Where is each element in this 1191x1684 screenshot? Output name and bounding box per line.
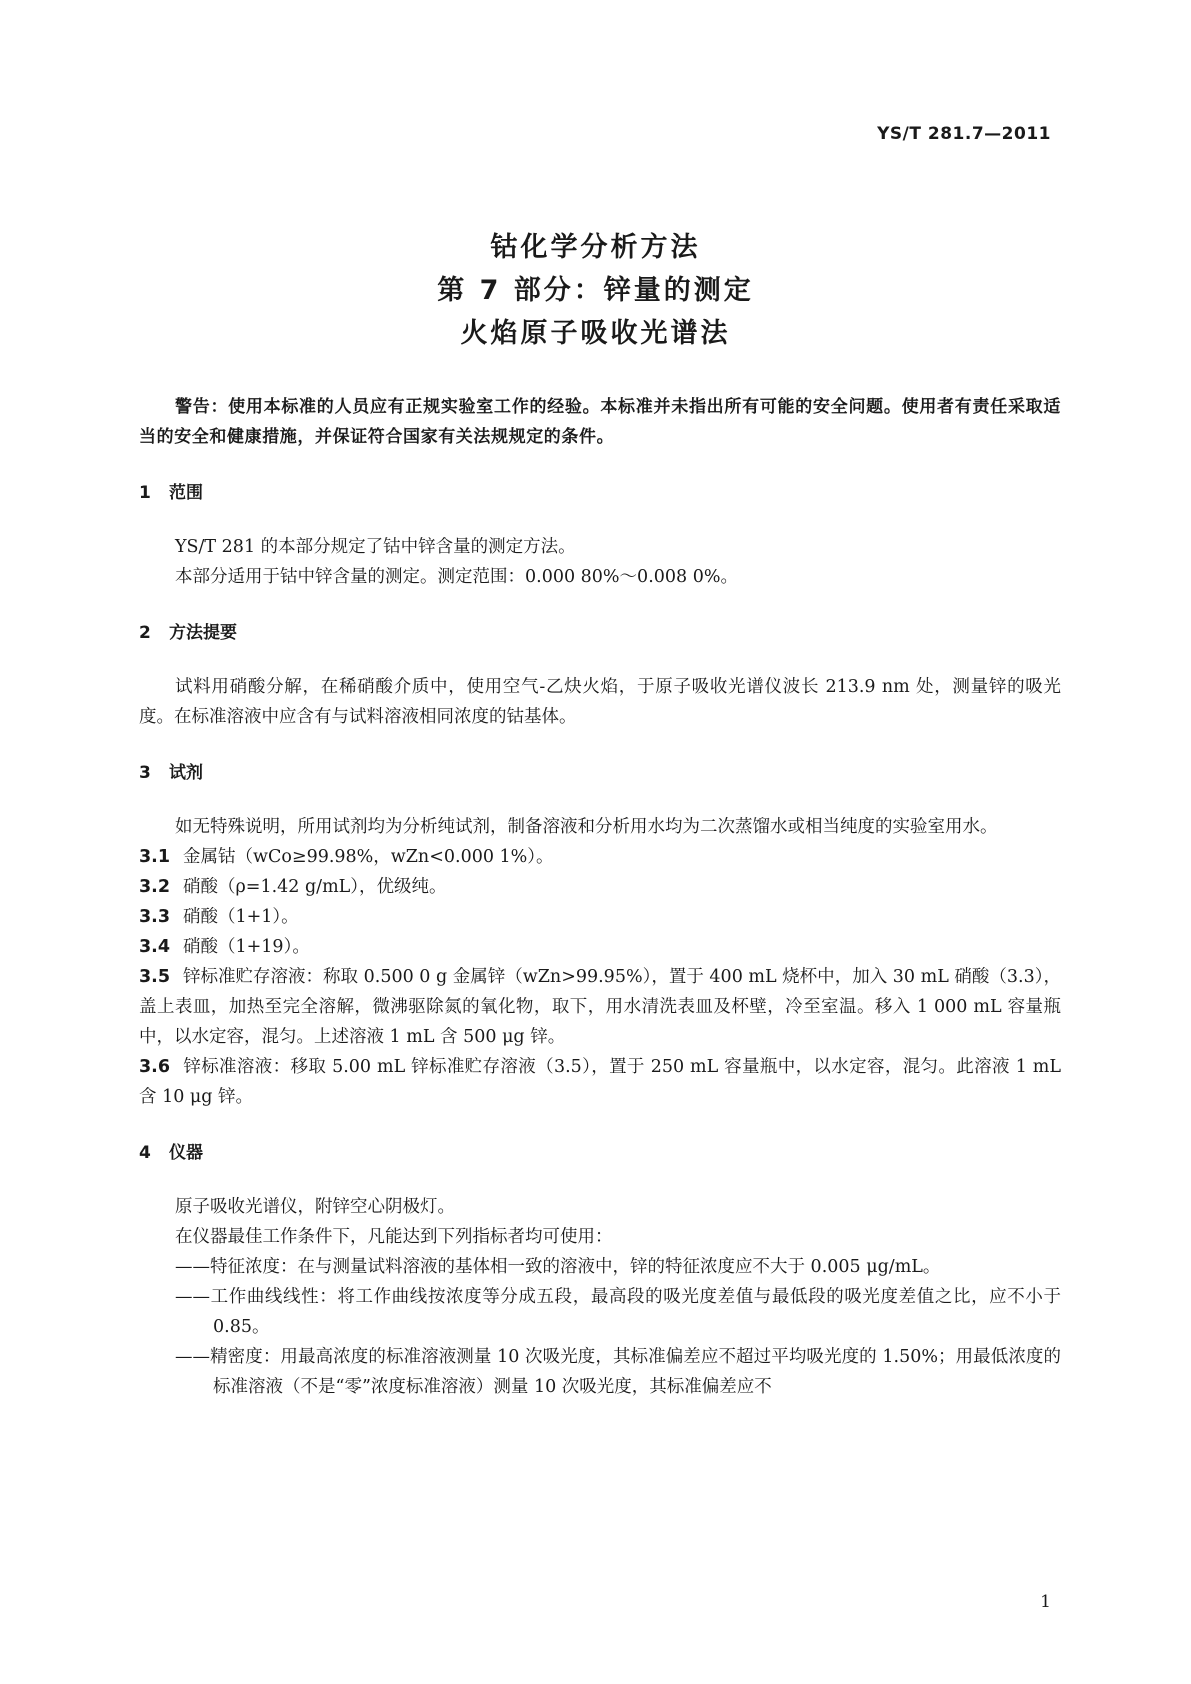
reagent-item <box>139 962 1061 1052</box>
reagent-item <box>139 1052 1061 1112</box>
page-number: 1 <box>1040 1592 1051 1612</box>
section-3-title: 试剂 <box>169 763 203 783</box>
section-4-para-2: 在仪器最佳工作条件下，凡能达到下列指标者均可使用： <box>175 1227 613 1247</box>
title-line-2: 第 7 部分：锌量的测定 <box>437 275 754 306</box>
section-1-para-2: 本部分适用于钴中锌含量的测定。测定范围：0.000 80%～0.008 0%。 <box>175 567 738 587</box>
section-1-title: 范围 <box>169 483 203 503</box>
section-2-title: 方法提要 <box>169 623 237 643</box>
reagent-item-text: 锌标准贮存溶液：称取 0.500 0 g 金属锌（wZn>99.95%），置于 400 mL 烧杯中，加入 30 mL 硝酸（3.3），盖上表皿，加热至完全溶解，微沸驱除氮的氧化物，取下，用水清洗表皿及杯壁，冷至室温。移入 1 000 mL 容量瓶中，以水定容，混匀。上述溶液 1 mL 含 500 μg 锌。 <box>139 967 1061 1047</box>
title-line-1: 钴化学分析方法 <box>490 232 701 263</box>
section-3-heading <box>139 758 1061 788</box>
section-4-title: 仪器 <box>169 1143 203 1163</box>
section-4-para-1: 原子吸收光谱仪，附锌空心阴极灯。 <box>175 1197 455 1217</box>
reagent-item <box>139 902 1061 932</box>
criteria-list-item: ——工作曲线线性：将工作曲线按浓度等分成五段，最高段的吸光度差值与最低段的吸光度差值之比，应不小于 0.85。 <box>175 1287 1061 1337</box>
standard-number: YS/T 281.7—2011 <box>877 124 1051 144</box>
criteria-list-item: ——精密度：用最高浓度的标准溶液测量 10 次吸光度，其标准偏差应不超过平均吸光度的 1.50%；用最低浓度的标准溶液（不是“零”浓度标准溶液）测量 10 次吸光度，其标准偏差应不 <box>175 1347 1061 1397</box>
reagent-item <box>139 842 1061 872</box>
warning-paragraph: 警告：使用本标准的人员应有正规实验室工作的经验。本标准并未指出所有可能的安全问题。使用者有责任采取适当的安全和健康措施，并保证符合国家有关法规规定的条件。 <box>139 397 1061 447</box>
section-2-para-1: 试料用硝酸分解，在稀硝酸介质中，使用空气-乙炔火焰，于原子吸收光谱仪波长 213.9 nm 处，测量锌的吸光度。在标准溶液中应含有与试料溶液相同浓度的钴基体。 <box>139 677 1061 727</box>
section-1-para-1: YS/T 281 的本部分规定了钴中锌含量的测定方法。 <box>175 537 576 557</box>
section-2-number: 2 <box>139 623 151 643</box>
reagent-item-number: 3.5 <box>139 967 171 987</box>
section-4-heading <box>139 1138 1061 1168</box>
section-3-number: 3 <box>139 763 151 783</box>
reagent-item-number: 3.3 <box>139 907 171 927</box>
section-3-para-1: 如无特殊说明，所用试剂均为分析纯试剂，制备溶液和分析用水均为二次蒸馏水或相当纯度的实验室用水。 <box>175 817 998 837</box>
document-body <box>139 392 1061 1402</box>
reagent-item-number: 3.6 <box>139 1057 171 1077</box>
section-1-number: 1 <box>139 483 151 503</box>
reagent-item-text: 锌标准溶液：移取 5.00 mL 锌标准贮存溶液（3.5），置于 250 mL 容量瓶中，以水定容，混匀。此溶液 1 mL 含 10 μg 锌。 <box>139 1057 1061 1107</box>
section-2-heading <box>139 618 1061 648</box>
reagent-item-text: 硝酸（1+1）。 <box>183 907 299 927</box>
section-1-heading <box>139 478 1061 508</box>
reagent-item-number: 3.2 <box>139 877 171 897</box>
document-title <box>0 226 1191 355</box>
reagent-item <box>139 872 1061 902</box>
reagent-item-text: 硝酸（1+19）。 <box>183 937 310 957</box>
reagent-item <box>139 932 1061 962</box>
title-line-3: 火焰原子吸收光谱法 <box>460 318 731 349</box>
reagent-item-number: 3.4 <box>139 937 171 957</box>
section-4-number: 4 <box>139 1143 151 1163</box>
reagent-item-text: 金属钴（wCo≥99.98%，wZn<0.000 1%）。 <box>183 847 554 867</box>
reagent-item-number: 3.1 <box>139 847 171 867</box>
criteria-list-item: ——特征浓度：在与测量试料溶液的基体相一致的溶液中，锌的特征浓度应不大于 0.005 μg/mL。 <box>175 1257 941 1277</box>
reagent-item-text: 硝酸（ρ=1.42 g/mL），优级纯。 <box>183 877 447 897</box>
